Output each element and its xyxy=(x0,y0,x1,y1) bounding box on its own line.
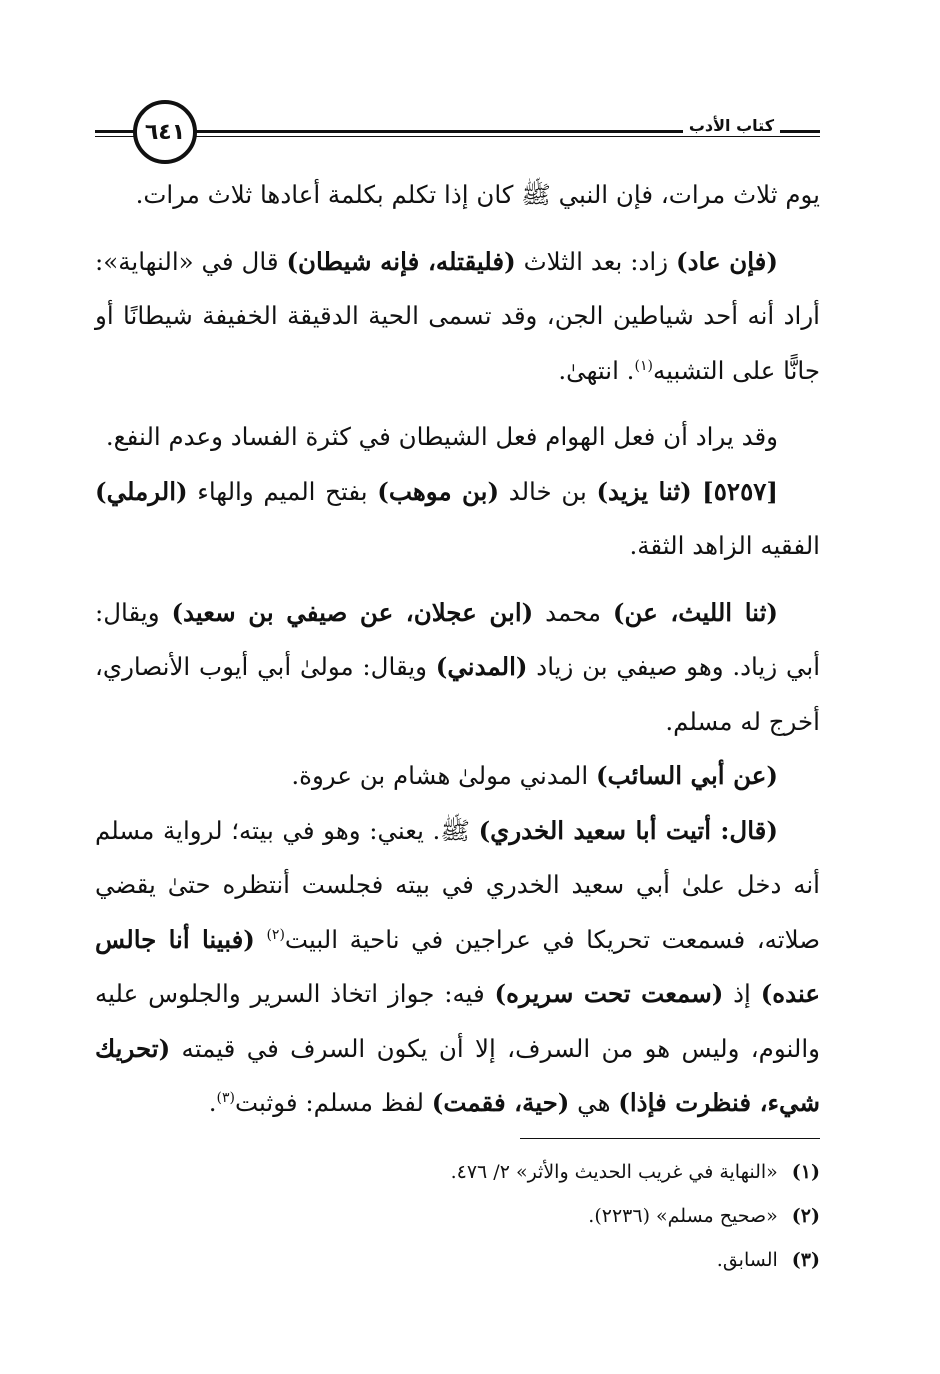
quoted-text: (عن أبي السائب) xyxy=(595,761,778,790)
paragraph-2 xyxy=(95,235,820,399)
commentary-text: هي xyxy=(569,1088,619,1117)
paragraph-3 xyxy=(95,410,820,465)
commentary-text: لفظ مسلم: فوثبت xyxy=(234,1088,432,1117)
commentary-text: ويقال: مولىٰ أبي أيوب الأنصاري، أخرج له مسلم. xyxy=(95,652,820,736)
footnote-number: (١) xyxy=(791,1161,820,1183)
footnote-1 xyxy=(120,1150,820,1194)
header-rule-right-thin xyxy=(191,136,820,137)
paragraph-5 xyxy=(95,586,820,750)
quoted-text: (فإن عاد) xyxy=(675,246,778,276)
page-number: ٦٤١ xyxy=(133,100,197,164)
header-rule-left-thin xyxy=(95,136,135,137)
commentary-text: فيه: جواز اتخاذ السرير والجلوس عليه والنوم، وليس هو من السرف، إلا أن يكون السرف في قيمته xyxy=(95,979,820,1063)
commentary-text: بفتح الميم والهاء xyxy=(187,476,378,506)
page-header xyxy=(95,98,820,162)
footnote-3 xyxy=(120,1238,820,1282)
footnotes xyxy=(120,1150,820,1282)
quoted-text: (ثنا الليث، عن) xyxy=(612,597,778,627)
paragraph-7 xyxy=(95,804,820,1131)
quoted-text: (قال: أتيت أبا سعيد الخدري) xyxy=(478,815,778,845)
quoted-text: (حية، فقمت) xyxy=(431,1088,570,1117)
quoted-text: (فبينا أنا جالس عنده) xyxy=(95,924,821,1008)
commentary-text: محمد xyxy=(533,597,613,627)
footnote-ref[interactable]: (١) xyxy=(634,357,653,374)
footnote-divider xyxy=(520,1138,820,1139)
footnote-number: (٣) xyxy=(791,1249,820,1271)
commentary-text: زاد: بعد الثلاث xyxy=(515,246,676,276)
commentary-text: يوم ثلاث مرات، فإن النبي ﷺ كان إذا تكلم بكلمة أعادها ثلاث مرات. xyxy=(135,180,820,209)
commentary-text: ويقال: أبي زياد. وهو صيفي بن زياد xyxy=(95,597,820,681)
commentary-text: . xyxy=(208,1088,217,1117)
commentary-text: بن خالد xyxy=(499,476,597,506)
quoted-text: (الرملي) xyxy=(95,476,188,506)
quoted-text: (سمعت تحت سريره) xyxy=(494,979,724,1008)
commentary-text: . انتهىٰ. xyxy=(558,355,635,385)
commentary-text: إذ xyxy=(723,979,761,1008)
main-text xyxy=(95,168,820,1131)
quoted-text: (المدني) xyxy=(435,652,528,681)
paragraph-4 xyxy=(95,465,820,574)
footnote-ref[interactable]: (٣) xyxy=(216,1089,235,1106)
footnote-ref[interactable]: (٢) xyxy=(266,926,285,943)
quoted-text: (تحريك شيء، فنظرت فإذا) xyxy=(95,1033,820,1117)
quoted-text: (بن موهب) xyxy=(377,476,500,506)
book-section-title: كتاب الأدب xyxy=(683,116,780,135)
quoted-text: [٥٢٥٧] (ثنا يزيد) xyxy=(596,476,778,506)
commentary-text: ﷺ. يعني: وهو في بيته؛ لرواية مسلم أنه دخل علىٰ أبي سعيد الخدري في بيته فجلست أنتظره حتىٰ يقضي صلاته، فسمعت تحريكا في عراجين في ناحية البيت xyxy=(95,815,820,954)
paragraph-1 xyxy=(95,168,820,223)
quoted-text: (ابن عجلان، عن صيفي بن سعيد) xyxy=(171,597,534,627)
footnote-text: «صحيح مسلم» (٢٢٣٦). xyxy=(588,1205,778,1227)
paragraph-6 xyxy=(95,749,820,804)
footnote-2 xyxy=(120,1194,820,1238)
commentary-text: وقد يراد أن فعل الهوام فعل الشيطان في كثرة الفساد وعدم النفع. xyxy=(105,422,778,451)
footnote-text: السابق. xyxy=(716,1249,778,1271)
commentary-text xyxy=(255,925,267,954)
commentary-text: قال في «النهاية»: أراد أنه أحد شياطين الجن، وقد تسمى الحية الدقيقة الخفيفة شيطانًا أو جانًّا على التشبيه xyxy=(95,246,820,385)
header-rule-left xyxy=(95,130,135,133)
footnote-number: (٢) xyxy=(791,1205,820,1227)
commentary-text: المدني مولىٰ هشام بن عروة. xyxy=(291,761,596,790)
quoted-text: (فليقتله، فإنه شيطان) xyxy=(286,246,516,276)
commentary-text: الفقيه الزاهد الثقة. xyxy=(629,531,820,560)
footnote-text: «النهاية في غريب الحديث والأثر» ٢/ ٤٧٦. xyxy=(450,1161,778,1183)
